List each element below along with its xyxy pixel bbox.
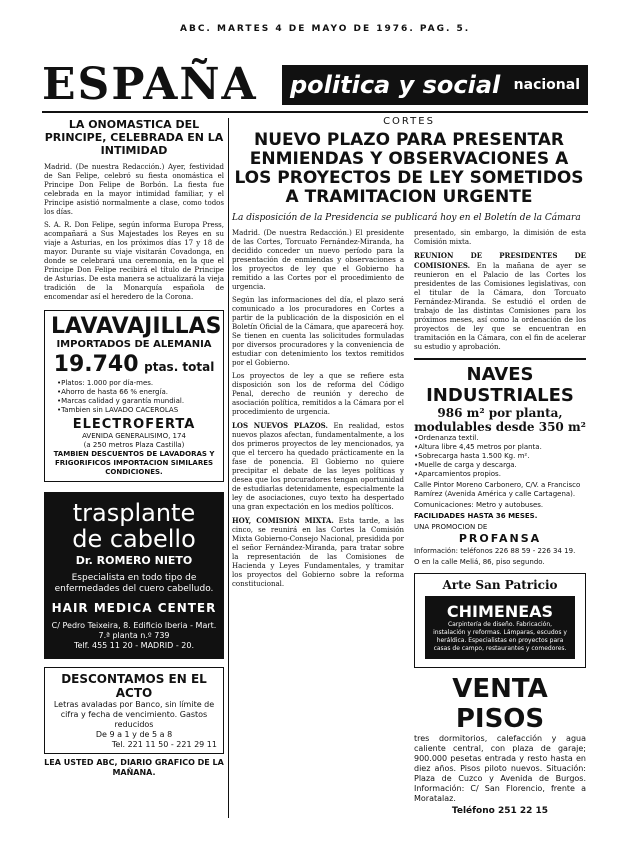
column-divider <box>228 118 229 818</box>
ad-descontamos-hours: De 9 a 1 y de 5 a 8 <box>95 730 173 739</box>
ad-naves-line-2: modulables desde 350 m² <box>414 420 586 434</box>
ad-naves-info: Información: teléfonos 226 88 59 - 226 34 19. <box>414 547 576 555</box>
feature-item: • Ordenanza textil. <box>414 434 586 443</box>
ad-naves-comm: Comunicaciones: Metro y autobuses. <box>414 501 544 509</box>
ad-patricio-box-text: Carpintería de diseño. Fabricación, instalación y reformas. Lámparas, escudos y heráldica. Especialistas en proyectos para casas de campo, restaurantes y comedores. <box>433 621 567 652</box>
ad-trasplante-line-1: trasplante <box>72 499 196 527</box>
main-column <box>232 116 586 816</box>
story-column-1 <box>232 229 404 816</box>
feature-item: • Tambien sin LAVADO CACEROLAS <box>57 406 217 415</box>
story-inline-subhead: REUNION DE PRESIDENTES DE COMISIONES. <box>414 251 586 270</box>
ad-naves-brand: PROFANSA <box>458 532 542 545</box>
feature-item: • Ahorro de hasta 66 % energía. <box>57 388 217 397</box>
ad-patricio <box>414 573 586 668</box>
ad-lavavajillas-subtitle: IMPORTADOS DE ALEMANIA <box>56 339 212 350</box>
feature-item: • Muelle de carga y descarga. <box>414 461 586 470</box>
ad-lavavajillas-price: 19.740 <box>53 352 139 377</box>
ad-venta-phone: Teléfono 251 22 15 <box>451 806 549 816</box>
ad-patricio-box <box>425 596 575 659</box>
story-paragraph-text: En la mañana de ayer se reunieron en el Palacio de las Cortes los presidentes de las Comisiones legislativas, con el titular de la Cámara, don Torcuato Fernández-Miranda. Se estudió el orden de trabajo de las distintas Comisiones para los próximos meses, así como la ordenación de los proyectos de ley que se encuentran en tramitación en la Cámara, con el fin de acelerar su estudio y aprobación. <box>414 262 586 351</box>
ad-trasplante-line-2: de cabello <box>72 525 196 553</box>
story-paragraph-with-subhead <box>414 251 586 352</box>
masthead <box>42 59 588 110</box>
page-header: ABC. MARTES 4 DE MAYO DE 1976. PAG. 5. <box>180 24 471 34</box>
ad-lavavajillas-title: LAVAVAJILLAS <box>51 314 222 339</box>
section-label: politica y social <box>290 71 501 99</box>
ad-lavavajillas-extra: TAMBIEN DESCUENTOS DE LAVADORAS Y FRIGORIFICOS IMPORTACION SIMILARES CONDICIONES. <box>53 450 215 476</box>
onomastica-headline: LA ONOMASTICA DEL PRINCIPE, CELEBRADA EN LA INTIMIDAD <box>44 118 224 157</box>
ad-naves-facilities: FACILIDADES HASTA 36 MESES. <box>414 512 538 520</box>
ad-naves-features <box>414 434 586 479</box>
ad-lavavajillas-features <box>51 379 217 415</box>
ad-lavavajillas-address: AVENIDA GENERALISIMO, 174 <box>82 432 186 440</box>
feature-item: • Sobrecarga hasta 1.500 Kg. m². <box>414 452 586 461</box>
story-inline-subhead: LOS NUEVOS PLAZOS. <box>232 421 328 430</box>
story-paragraph-with-subhead <box>232 516 404 589</box>
ad-trasplante-text: Especialista en todo tipo de enfermedades del cuero cabelludo. <box>54 573 214 594</box>
feature-item: • Altura libre 4,45 metros por planta. <box>414 443 586 452</box>
feature-item: • Marcas calidad y garantía mundial. <box>57 397 217 406</box>
ad-lavavajillas-brand: ELECTROFERTA <box>72 417 196 432</box>
ad-naves <box>414 358 586 567</box>
story-inline-subhead: HOY, COMISION MIXTA. <box>232 516 334 525</box>
ad-trasplante-phone: Telf. 455 11 20 - MADRID - 20. <box>74 641 194 650</box>
ad-venta <box>414 674 586 816</box>
story-paragraph: Según las informaciones del día, el plazo será comunicado a los procuradores en Cortes a partir de la publicación de la disposición en el Boletín Oficial de la Cámara, que aparecerá hoy. Se tienen en cuenta las solicitudes formuladas por diversos procuradores y la conveniencia de estudiar con detenimiento los textos remitidos por el Gobierno. <box>232 296 404 367</box>
story-column-2 <box>414 229 586 816</box>
ad-trasplante-address: C/ Pedro Teixeira, 8. Edificio Iberia - Mart. 7.ª planta n.º 739 <box>51 621 217 640</box>
ad-naves-office: O en la calle Meliá, 86, piso segundo. <box>414 558 545 566</box>
masthead-rule <box>42 111 588 113</box>
feature-item: • Platos: 1.000 por día-mes. <box>57 379 217 388</box>
ad-naves-title: NAVES INDUSTRIALES <box>426 364 574 406</box>
feature-item: • Aparcamientos propios. <box>414 470 586 479</box>
ad-venta-text: tres dormitorios, calefacción y agua caliente central, con plaza de garaje; 900.000 pesetas entrada y resto hasta en diez años. Pisos piloto nuevos. Situación: Plaza de Cuzco y Avenida de Burgos. Información: C/ San Florencio, frente a Moratalaz. <box>414 734 586 803</box>
ad-descontamos-phone: Tel. 221 11 50 - 221 29 11 <box>111 740 217 749</box>
ad-descontamos-text: Letras avaladas por Banco, sin límite de cifra y fecha de vencimiento. Gastos reducidos <box>53 700 215 729</box>
story-subhead: La disposición de la Presidencia se publicará hoy en el Boletín de la Cámara <box>232 213 581 223</box>
onomastica-paragraph-2: S. A. R. Don Felipe, según informa Europa Press, acompañará a Sus Majestades los Reyes en su viaje a Asturias, en los próximos días 17 y 18 de mayor. Durante su viaje visitarán Covadonga, en donde se celebrará una ceremonia, en la que el Principe Don Felipe recibirá el título de Principe de Asturias. De esta manera se actualizará la vieja tradición de la Monarquía española de encomendar así el heredero de la Corona. <box>44 221 224 301</box>
story-paragraph: Los proyectos de ley a que se refiere esta disposición son los de reforma del Código Penal, derecho de reunión y derecho de asociación política, remitidos a la Cámara por el procedimiento de urgencia. <box>232 372 404 416</box>
story-headline: NUEVO PLAZO PARA PRESENTAR ENMIENDAS Y OBSERVACIONES A LOS PROYECTOS DE LEY SOMETIDOS A TRAMITACION URGENTE <box>234 130 584 207</box>
story-paragraph-with-subhead <box>232 421 404 512</box>
ad-naves-location: Calle Pintor Moreno Carbonero, C/V. a Francisco Ramírez (Avenida América y calle Cartagena). <box>414 481 581 498</box>
section-title: ESPAÑA <box>42 59 258 110</box>
section-banner <box>282 65 588 105</box>
left-column <box>44 116 224 778</box>
ad-patricio-box-title: CHIMENEAS <box>446 602 554 621</box>
ad-trasplante-logo: HAIR MEDICA CENTER <box>51 601 217 615</box>
ad-venta-title: VENTA PISOS <box>452 674 548 734</box>
section-tail: nacional <box>513 77 580 93</box>
ad-descontamos-title: DESCONTAMOS EN EL ACTO <box>61 672 207 700</box>
ad-naves-line-1: 986 m² por planta, <box>437 406 563 420</box>
story-paragraph-text: En realidad, estos nuevos plazos afectan, fundamentalmente, a los dos primeros proyectos de ley mencionados, ya que el tercero ha quedado prácticamente en la fase de ponencia. El Gobierno no quiere precipitar el debate de las leyes políticas y desea que los procuradores tengan oportunidad de estudiarlas detenidamente, especialmente la ley de asociaciones, cuyo texto ha despertado una gran expectación en los medios políticos. <box>232 422 404 511</box>
ad-lavavajillas <box>44 310 224 482</box>
footer-note: LEA USTED ABC, DIARIO GRAFICO DE LA MAÑANA. <box>44 758 224 777</box>
onomastica-paragraph-1: Madrid. (De nuestra Redacción.) Ayer, festividad de San Felipe, celebró su fiesta onomástica el Principe Don Felipe de Borbón. La fiesta fue celebrada en la mayor intimidad familiar, y el Principe asistió normalmente a clase, como todos los días. <box>44 163 224 216</box>
ad-patricio-title: Arte San Patricio <box>442 578 558 592</box>
ad-descontamos <box>44 667 224 754</box>
story-columns <box>232 229 586 816</box>
story-paragraph-text: Esta tarde, a las cinco, se reunirá en las Cortes la Comisión Mixta Gobierno-Consejo Nacional, presidida por el señor Fernández-Miranda, para tratar sobre la representación de las Comisiones de Hacienda y Leyes Fundamentales, y tramitar los proyectos del Gobierno sobre la reforma constitucional. <box>232 517 404 588</box>
story-paragraph: presentado, sin embargo, la dimisión de esta Comisión mixta. <box>414 229 586 246</box>
ad-trasplante-doctor: Dr. ROMERO NIETO <box>75 554 193 567</box>
ad-naves-promo: UNA PROMOCION DE <box>414 523 488 531</box>
ad-lavavajillas-address-note: (a 250 metros Plaza Castilla) <box>83 441 185 449</box>
ad-trasplante <box>44 492 224 659</box>
story-paragraph: Madrid. (De nuestra Redacción.) El presidente de las Cortes, Torcuato Fernández-Miranda, ha decidido conceder un nuevo período para la presentación de enmiendas y observaciones a los proyectos de ley que el Gobierno ha remitido a las Cortes por el procedimiento de urgencia. <box>232 229 404 291</box>
ad-lavavajillas-price-unit: ptas. total <box>144 360 215 374</box>
ad-lavavajillas-price-row <box>51 352 217 377</box>
story-kicker: CORTES <box>383 116 435 127</box>
